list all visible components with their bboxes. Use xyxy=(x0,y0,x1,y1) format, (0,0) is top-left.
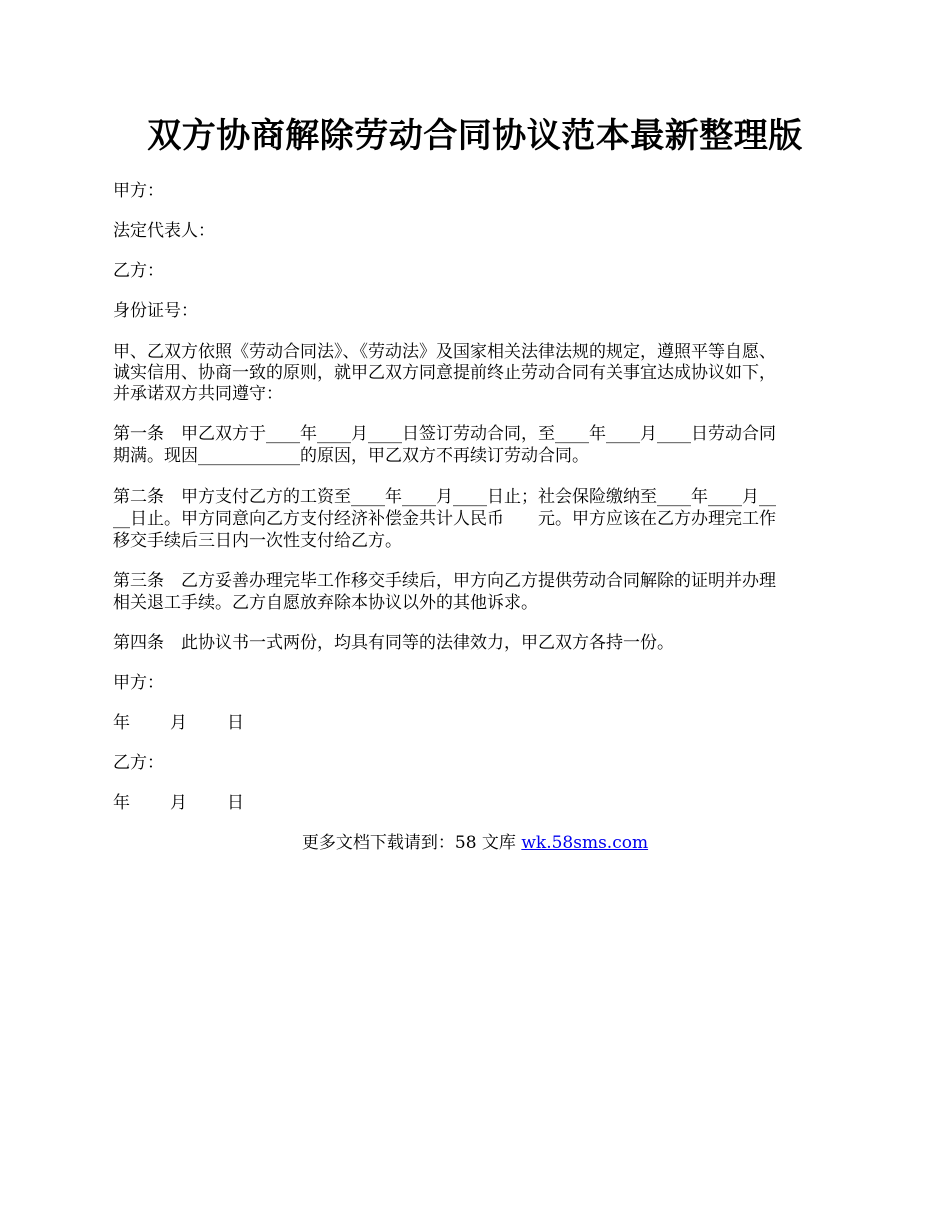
date-b-day: 日 xyxy=(227,793,244,813)
article2-line-2: __日止。甲方同意向乙方支付经济补偿金共计人民币 元。甲方应该在乙方办理完工作 xyxy=(113,509,776,529)
date-b-month: 月 xyxy=(170,793,187,813)
sign-party-b: 乙方： xyxy=(113,753,164,773)
footer-text: 更多文档下载请到：58 文库 xyxy=(301,833,522,853)
article3-line-2: 相关退工手续。乙方自愿放弃除本协议以外的其他诉求。 xyxy=(113,593,538,613)
article3-line-1: 第三条 乙方妥善办理完毕工作移交手续后，甲方向乙方提供劳动合同解除的证明并办理 xyxy=(113,571,776,591)
legal-rep-label: 法定代表人： xyxy=(113,221,215,241)
article2-line-1: 第二条 甲方支付乙方的工资至____年____月____日止；社会保险缴纳至____年____月__ xyxy=(113,487,776,507)
date-a-month: 月 xyxy=(170,713,187,733)
article2-line-3: 移交手续后三日内一次性支付给乙方。 xyxy=(113,531,402,551)
party-a-label: 甲方： xyxy=(113,181,164,201)
sign-date-a xyxy=(113,712,853,735)
article1-line-2: 期满。现因____________的原因，甲乙双方不再续订劳动合同。 xyxy=(113,446,589,466)
footer-link[interactable]: wk.58sms.com xyxy=(521,833,649,853)
date-a-day: 日 xyxy=(227,713,244,733)
preamble-line-2: 诚实信用、协商一致的原则，就甲乙双方同意提前终止劳动合同有关事宜达成协议如下， xyxy=(113,363,776,383)
sign-party-a: 甲方： xyxy=(113,673,164,693)
date-a-year: 年 xyxy=(113,713,130,733)
article1-line-1: 第一条 甲乙双方于____年____月____日签订劳动合同，至____年____月____日劳动合同 xyxy=(113,424,776,444)
id-number-label: 身份证号： xyxy=(113,301,198,321)
article4-line: 第四条 此协议书一式两份，均具有同等的法律效力，甲乙双方各持一份。 xyxy=(113,633,674,653)
document-title: 双方协商解除劳动合同协议范本最新整理版 xyxy=(147,116,803,156)
date-b-year: 年 xyxy=(113,793,130,813)
download-footer xyxy=(0,832,950,855)
sign-date-b xyxy=(113,792,853,815)
preamble-line-1: 甲、乙双方依照《劳动合同法》、《劳动法》及国家相关法律法规的规定，遵照平等自愿、 xyxy=(113,342,776,362)
preamble-line-3: 并承诺双方共同遵守： xyxy=(113,384,283,404)
party-b-label: 乙方： xyxy=(113,261,164,281)
